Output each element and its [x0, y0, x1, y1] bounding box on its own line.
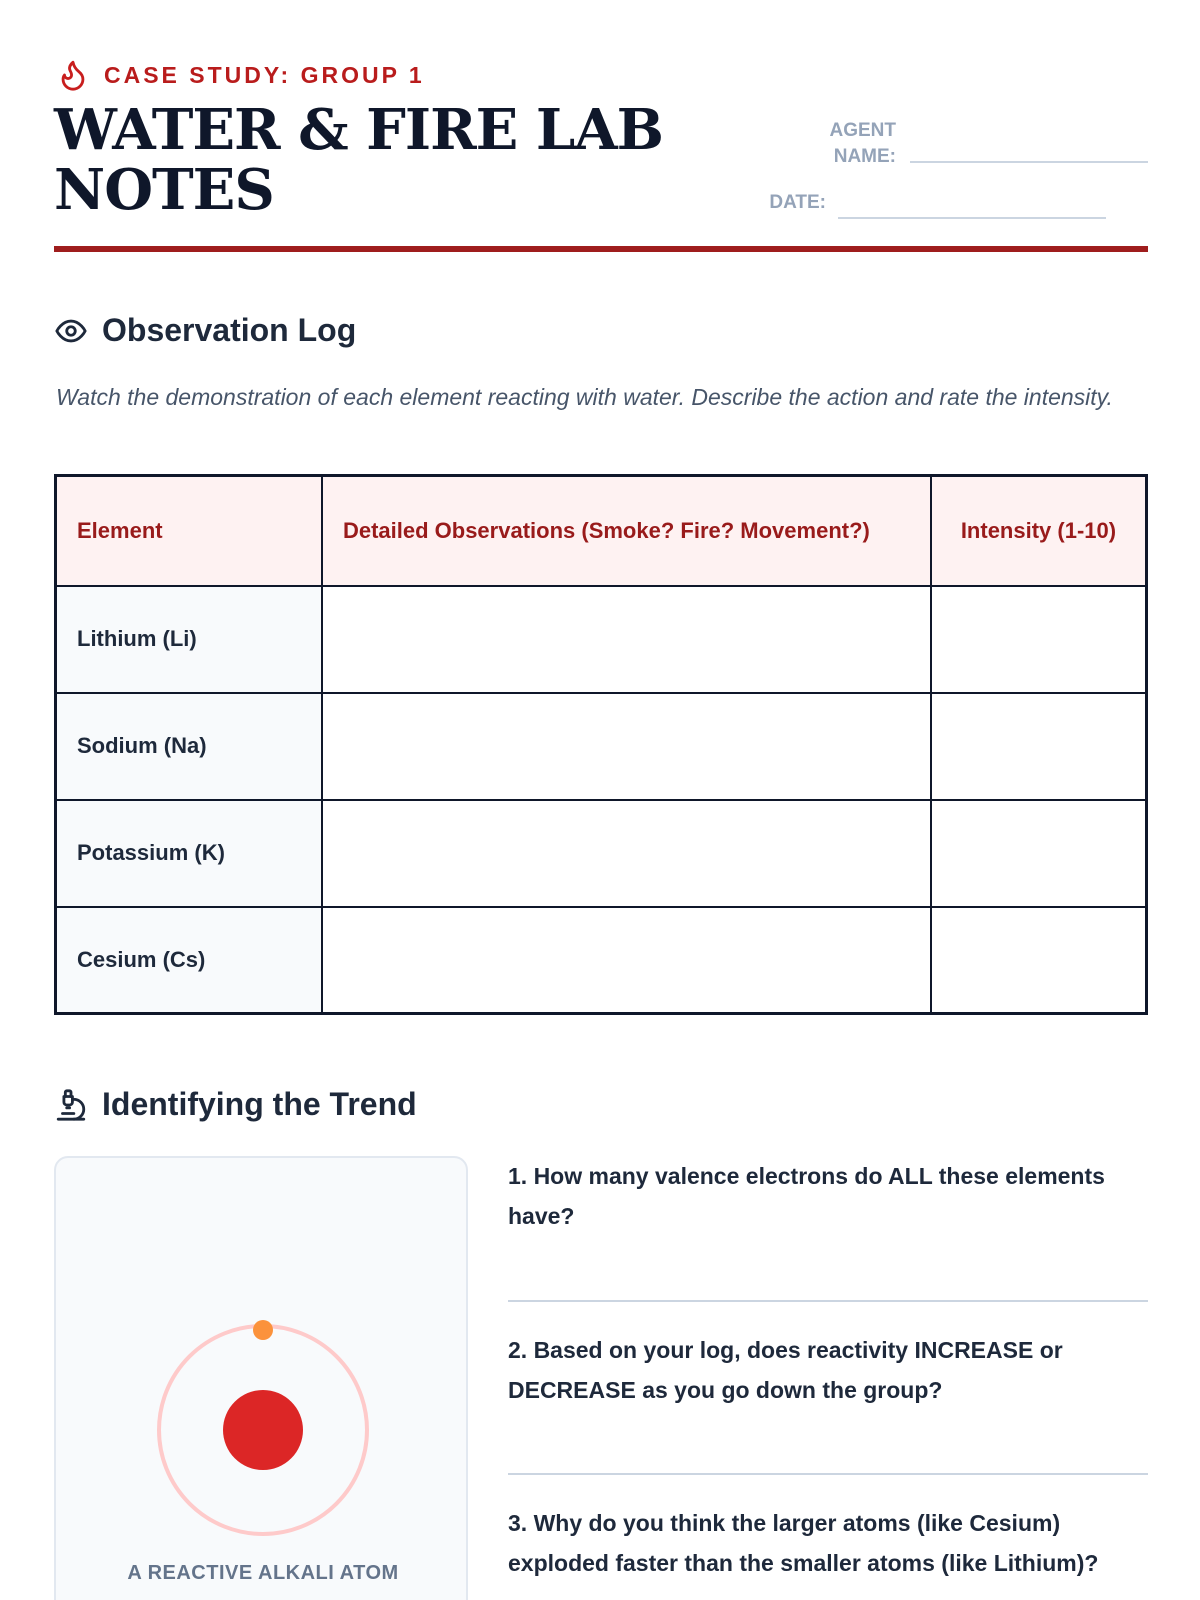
answer-line-1[interactable]: [508, 1300, 1148, 1302]
table-header-row: [56, 476, 1147, 586]
table-row: [56, 586, 1147, 693]
kicker-label: CASE STUDY: GROUP 1: [104, 61, 425, 88]
observation-cell[interactable]: [322, 800, 931, 907]
trend-title: Identifying the Trend: [102, 1086, 417, 1122]
observation-log-heading: [54, 312, 356, 349]
observation-instructions: Watch the demonstration of each element reacting with water. Describe the action and rate the intensity.: [56, 384, 1113, 410]
column-header-observations: Detailed Observations (Smoke? Fire? Movement?): [322, 476, 931, 586]
atom-diagram: [56, 1158, 470, 1600]
table-row: [56, 800, 1147, 907]
question-1: 1. How many valence electrons do ALL these elements have?: [508, 1163, 1105, 1229]
atom-diagram-card: [54, 1156, 468, 1600]
date-label: DATE:: [769, 192, 826, 213]
trend-heading: [54, 1086, 417, 1123]
nucleus: [223, 1390, 303, 1470]
page-title-line-2: NOTES: [54, 157, 274, 223]
agent-name-label-line-1: AGENT: [829, 120, 896, 141]
observation-cell[interactable]: [322, 693, 931, 800]
intensity-cell[interactable]: [931, 586, 1147, 693]
intensity-cell[interactable]: [931, 907, 1147, 1014]
column-header-element: Element: [56, 476, 322, 586]
page-title-line-1: WATER & FIRE LAB: [54, 97, 663, 163]
column-header-intensity: Intensity (1-10): [931, 476, 1147, 586]
element-cell: Lithium (Li): [56, 586, 322, 693]
flame-icon: [56, 56, 90, 94]
question-3: 3. Why do you think the larger atoms (like Cesium) exploded faster than the smaller atoms (like Lithium)?: [508, 1510, 1099, 1576]
intensity-cell[interactable]: [931, 693, 1147, 800]
title-divider: [54, 246, 1148, 252]
element-cell: Cesium (Cs): [56, 907, 322, 1014]
atom-caption: A REACTIVE ALKALI ATOM: [127, 1562, 399, 1584]
table-row: [56, 907, 1147, 1014]
observation-log-title: Observation Log: [102, 312, 357, 348]
agent-name-field[interactable]: [910, 161, 1148, 163]
element-cell: Sodium (Na): [56, 693, 322, 800]
question-2: 2. Based on your log, does reactivity INCREASE or DECREASE as you go down the group?: [508, 1337, 1063, 1403]
case-study-kicker: [56, 56, 425, 94]
observation-cell[interactable]: [322, 907, 931, 1014]
table-row: [56, 693, 1147, 800]
microscope-icon: [54, 1088, 88, 1122]
observation-table: [54, 474, 1148, 1015]
element-cell: Potassium (K): [56, 800, 322, 907]
agent-name-label: [780, 118, 896, 170]
agent-name-label-line-2: NAME:: [833, 146, 896, 167]
valence-electron: [253, 1320, 273, 1340]
answer-line-2[interactable]: [508, 1473, 1148, 1475]
eye-icon: [54, 314, 88, 348]
page-title: [54, 97, 714, 223]
observation-cell[interactable]: [322, 586, 931, 693]
intensity-cell[interactable]: [931, 800, 1147, 907]
date-field[interactable]: [838, 217, 1106, 219]
